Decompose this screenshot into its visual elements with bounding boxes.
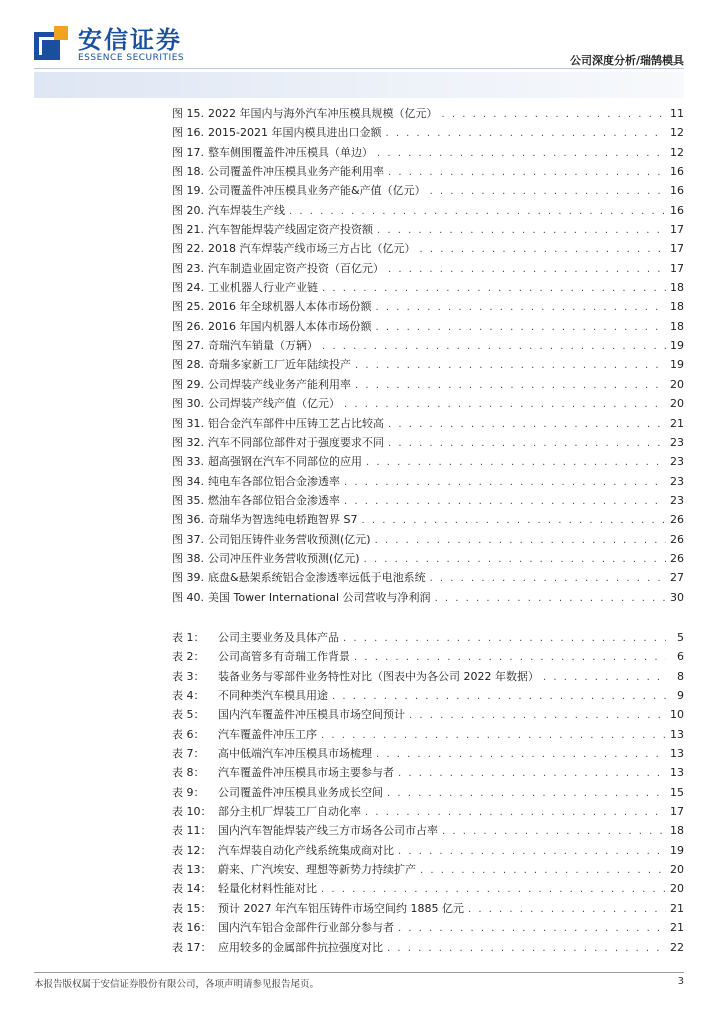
figure-entry-label: 图 37. xyxy=(172,532,204,546)
table-entry-label: 表 6： xyxy=(172,727,205,741)
table-entry-page: 21 xyxy=(670,921,684,935)
table-entry[interactable] xyxy=(172,899,684,918)
table-entry-page: 17 xyxy=(670,805,684,819)
figure-entry-page: 12 xyxy=(670,145,684,159)
figure-entry-title: 汽车不同部位部件对于强度要求不同 xyxy=(208,435,384,449)
figure-entry-title: 公司焊装产线业务产能利用率 xyxy=(208,377,351,391)
figure-entry-label: 图 18. xyxy=(172,165,204,179)
table-entry-label: 表 16： xyxy=(172,921,212,935)
figure-entry-title: 公司铝压铸件业务营收预测(亿元) xyxy=(208,532,371,546)
dot-leader xyxy=(387,939,666,958)
footer-disclaimer: 本报告版权属于安信证券股份有限公司，各项声明请参见报告尾页。 xyxy=(34,979,320,990)
figure-entry[interactable] xyxy=(172,375,684,394)
figure-entry-page: 18 xyxy=(670,319,684,333)
figure-entry[interactable] xyxy=(172,104,684,123)
dot-leader xyxy=(364,550,666,569)
table-entry-page: 22 xyxy=(670,940,684,954)
dot-leader xyxy=(398,919,666,938)
figure-entry-title: 2018 汽车焊装产线市场三方占比（亿元） xyxy=(208,242,416,256)
figure-entry-page: 18 xyxy=(670,281,684,295)
table-entry-label: 表 15： xyxy=(172,901,212,915)
table-entry-title: 国内汽车覆盖件冲压模具市场空间预计 xyxy=(218,708,405,722)
figure-entry[interactable] xyxy=(172,588,684,607)
figure-entry-title: 美国 Tower International 公司营收与净利润 xyxy=(208,590,431,604)
dot-leader xyxy=(322,279,666,298)
figure-entry-title: 奇瑞汽车销量（万辆） xyxy=(208,339,318,353)
table-entry[interactable] xyxy=(172,647,684,666)
figure-entry-page: 23 xyxy=(670,493,684,507)
figure-entry-label: 图 32. xyxy=(172,435,204,449)
dot-leader xyxy=(442,105,667,124)
dot-leader xyxy=(398,842,666,861)
figure-entry-label: 图 35. xyxy=(172,493,204,507)
figure-entry-page: 19 xyxy=(670,358,684,372)
table-entry-label: 表 2： xyxy=(172,650,205,664)
figure-entry[interactable] xyxy=(172,530,684,549)
figure-entry-page: 21 xyxy=(670,416,684,430)
dot-leader xyxy=(388,434,666,453)
logo-english-name: ESSENCE SECURITIES xyxy=(78,52,185,63)
dot-leader xyxy=(322,337,666,356)
figure-entry-label: 图 17. xyxy=(172,145,204,159)
dot-leader xyxy=(344,473,666,492)
figure-entry-title: 2022 年国内与海外汽车冲压模具规模（亿元） xyxy=(208,107,438,120)
dot-leader xyxy=(468,900,666,919)
dot-leader xyxy=(355,376,666,395)
table-entry-title: 应用较多的金属部件抗拉强度对比 xyxy=(218,940,383,954)
dot-leader xyxy=(388,260,666,279)
dot-leader xyxy=(376,745,666,764)
figure-entry-page: 16 xyxy=(670,184,684,198)
dot-leader xyxy=(430,569,666,588)
figure-entry[interactable] xyxy=(172,317,684,336)
dot-leader xyxy=(398,764,666,783)
figure-entry-label: 图 21. xyxy=(172,223,204,237)
table-entry-label: 表 13： xyxy=(172,863,212,877)
figure-entry[interactable] xyxy=(172,452,684,471)
figure-list xyxy=(172,104,684,607)
table-entry[interactable] xyxy=(172,938,684,957)
table-entry[interactable] xyxy=(172,918,684,937)
dot-leader xyxy=(377,144,666,163)
figure-entry[interactable] xyxy=(172,297,684,316)
figure-entry-label: 图 16. xyxy=(172,126,204,140)
table-entry[interactable] xyxy=(172,705,684,724)
dot-leader xyxy=(344,395,666,414)
figure-entry-label: 图 25. xyxy=(172,300,204,314)
figure-entry-page: 17 xyxy=(670,242,684,256)
table-entry-label: 表 5： xyxy=(172,708,205,722)
table-entry[interactable] xyxy=(172,860,684,879)
figure-entry-title: 奇瑞华为智选纯电轿跑智界 S7 xyxy=(208,513,358,527)
table-entry[interactable] xyxy=(172,763,684,782)
figure-entry-title: 公司焊装产线产值（亿元） xyxy=(208,397,340,411)
table-entry[interactable] xyxy=(172,725,684,744)
figure-entry[interactable] xyxy=(172,472,684,491)
figure-entry[interactable] xyxy=(172,143,684,162)
figure-entry[interactable] xyxy=(172,414,684,433)
figure-entry[interactable] xyxy=(172,355,684,374)
table-entry-label: 表 9： xyxy=(172,785,205,799)
table-entry-label: 表 3： xyxy=(172,669,205,683)
figure-entry-title: 汽车制造业固定资产投资（百亿元） xyxy=(208,261,384,275)
table-entry-title: 汽车覆盖件冲压工序 xyxy=(218,727,317,741)
table-entry[interactable] xyxy=(172,686,684,705)
figure-entry-page: 18 xyxy=(670,300,684,314)
table-entry-title: 国内汽车智能焊装产线三方市场各公司市占率 xyxy=(218,824,438,838)
table-entry-page: 8 xyxy=(677,669,684,683)
dot-leader xyxy=(289,202,666,221)
dot-leader xyxy=(376,318,667,337)
table-entry-page: 9 xyxy=(677,689,684,703)
table-entry[interactable] xyxy=(172,841,684,860)
table-entry[interactable] xyxy=(172,879,684,898)
figure-entry[interactable] xyxy=(172,201,684,220)
table-entry-page: 20 xyxy=(670,863,684,877)
dot-leader xyxy=(343,629,666,648)
table-entry-page: 13 xyxy=(670,747,684,761)
figure-entry[interactable] xyxy=(172,239,684,258)
table-entry-label: 表 12： xyxy=(172,843,212,857)
table-list xyxy=(172,628,684,957)
figure-entry-page: 16 xyxy=(670,203,684,217)
header-band xyxy=(34,72,684,98)
figure-entry-title: 工业机器人行业产业链 xyxy=(208,281,318,295)
table-entry-label: 表 14： xyxy=(172,882,212,896)
dot-leader xyxy=(385,124,666,143)
dot-leader xyxy=(430,182,666,201)
table-entry-title: 汽车覆盖件冲压模具市场主要参与者 xyxy=(218,766,394,780)
table-entry[interactable] xyxy=(172,628,684,647)
figure-entry-label: 图 31. xyxy=(172,416,204,430)
dot-leader xyxy=(409,706,666,725)
figure-entry[interactable] xyxy=(172,394,684,413)
figure-entry-label: 图 38. xyxy=(172,551,204,565)
figure-entry-page: 11 xyxy=(670,107,684,120)
figure-entry-title: 公司覆盖件冲压模具业务产能&产值（亿元） xyxy=(208,184,426,198)
footer-divider xyxy=(34,972,684,973)
dot-leader xyxy=(420,861,666,880)
figure-entry-label: 图 24. xyxy=(172,281,204,295)
report-tag: 公司深度分析/瑞鹄模具 xyxy=(569,54,684,67)
figure-entry-label: 图 36. xyxy=(172,513,204,527)
figure-entry-label: 图 15. xyxy=(172,107,204,120)
figure-entry[interactable] xyxy=(172,510,684,529)
table-entry-page: 5 xyxy=(677,631,684,644)
figure-entry-page: 23 xyxy=(670,435,684,449)
figure-entry-title: 2015-2021 年国内模具进出口金额 xyxy=(208,126,382,140)
table-entry-page: 19 xyxy=(670,843,684,857)
figure-entry-label: 图 33. xyxy=(172,455,204,469)
figure-entry-title: 燃油车各部位铝合金渗透率 xyxy=(208,493,340,507)
figure-entry-label: 图 40. xyxy=(172,590,204,604)
figure-entry-label: 图 26. xyxy=(172,319,204,333)
figure-entry-page: 12 xyxy=(670,126,684,140)
dot-leader xyxy=(376,298,667,317)
figure-entry-title: 2016 年全球机器人本体市场份额 xyxy=(208,300,372,314)
figure-entry-title: 公司冲压件业务营收预测(亿元) xyxy=(208,551,360,565)
figure-entry-page: 26 xyxy=(670,551,684,565)
table-entry-page: 21 xyxy=(670,901,684,915)
table-entry-title: 公司覆盖件冲压模具业务成长空间 xyxy=(218,785,383,799)
figure-entry-page: 26 xyxy=(670,532,684,546)
dot-leader xyxy=(355,356,666,375)
table-entry[interactable] xyxy=(172,667,684,686)
figure-entry-title: 公司覆盖件冲压模具业务产能利用率 xyxy=(208,165,384,179)
figure-entry-label: 图 27. xyxy=(172,339,204,353)
figure-entry-label: 图 34. xyxy=(172,474,204,488)
figure-entry-page: 23 xyxy=(670,455,684,469)
figure-entry-page: 17 xyxy=(670,261,684,275)
figure-entry-page: 16 xyxy=(670,165,684,179)
figure-entry-title: 汽车智能焊装产线固定资产投资额 xyxy=(208,223,373,237)
figure-entry[interactable] xyxy=(172,568,684,587)
figure-entry[interactable] xyxy=(172,181,684,200)
table-entry-page: 18 xyxy=(670,824,684,838)
dot-leader xyxy=(377,221,666,240)
table-entry[interactable] xyxy=(172,783,684,802)
table-entry-title: 公司高管多有奇瑞工作背景 xyxy=(218,650,350,664)
figure-entry-label: 图 39. xyxy=(172,571,204,585)
table-entry-title: 预计 2027 年汽车铝压铸件市场空间约 1885 亿元 xyxy=(218,901,464,915)
dot-leader xyxy=(388,163,666,182)
figure-entry-label: 图 29. xyxy=(172,377,204,391)
table-entry-title: 部分主机厂焊装工厂自动化率 xyxy=(218,805,361,819)
figure-entry-label: 图 22. xyxy=(172,242,204,256)
figure-entry-page: 17 xyxy=(670,223,684,237)
dot-leader xyxy=(365,803,666,822)
dot-leader xyxy=(442,822,666,841)
figure-entry[interactable] xyxy=(172,336,684,355)
table-entry-title: 汽车焊装自动化产线系统集成商对比 xyxy=(218,843,394,857)
table-entry-label: 表 17： xyxy=(172,940,212,954)
figure-entry-page: 26 xyxy=(670,513,684,527)
table-entry-label: 表 8： xyxy=(172,766,205,780)
figure-entry-label: 图 20. xyxy=(172,203,204,217)
company-logo xyxy=(34,26,184,64)
table-entry-page: 15 xyxy=(670,785,684,799)
figure-entry[interactable] xyxy=(172,278,684,297)
table-entry-label: 表 11： xyxy=(172,824,212,838)
table-entry-label: 表 1： xyxy=(172,631,205,644)
figure-entry-label: 图 23. xyxy=(172,261,204,275)
dot-leader xyxy=(375,531,666,550)
dot-leader xyxy=(420,240,667,259)
figure-entry-title: 奇瑞多家新工厂近年陆续投产 xyxy=(208,358,351,372)
figure-entry-title: 2016 年国内机器人本体市场份额 xyxy=(208,319,372,333)
figure-entry-title: 超高强钢在汽车不同部位的应用 xyxy=(208,455,362,469)
figure-entry-label: 图 28. xyxy=(172,358,204,372)
table-entry[interactable] xyxy=(172,802,684,821)
figure-entry[interactable] xyxy=(172,433,684,452)
table-entry-title: 高中低端汽车冲压模具市场梳理 xyxy=(218,747,372,761)
table-entry-title: 不同种类汽车模具用途 xyxy=(218,689,328,703)
table-entry-page: 10 xyxy=(670,708,684,722)
figure-entry-title: 底盘&悬架系统铝合金渗透率远低于电池系统 xyxy=(208,571,426,585)
figure-entry[interactable] xyxy=(172,549,684,568)
table-entry-label: 表 4： xyxy=(172,689,205,703)
figure-entry-title: 铝合金汽车部件中压铸工艺占比较高 xyxy=(208,416,384,430)
figure-entry-label: 图 30. xyxy=(172,397,204,411)
header-divider xyxy=(34,68,684,69)
table-entry-page: 13 xyxy=(670,727,684,741)
dot-leader xyxy=(387,784,666,803)
table-entry-label: 表 7： xyxy=(172,747,205,761)
figure-entry[interactable] xyxy=(172,162,684,181)
table-entry-page: 20 xyxy=(670,882,684,896)
figure-entry-label: 图 19. xyxy=(172,184,204,198)
logo-chinese-name: 安信证券 xyxy=(78,25,182,54)
dot-leader xyxy=(388,415,666,434)
dot-leader xyxy=(344,492,666,511)
dot-leader xyxy=(361,511,666,530)
figure-entry[interactable] xyxy=(172,220,684,239)
page-header xyxy=(0,0,724,100)
dot-leader xyxy=(321,880,666,899)
page-number: 3 xyxy=(677,976,684,987)
figure-entry-title: 纯电车各部位铝合金渗透率 xyxy=(208,474,340,488)
table-entry-title: 公司主要业务及具体产品 xyxy=(218,631,339,644)
figure-entry-page: 23 xyxy=(670,474,684,488)
table-entry-title: 装备业务与零部件业务特性对比（图表中为各公司 2022 年数据） xyxy=(218,669,539,683)
dot-leader xyxy=(366,453,666,472)
table-entry-title: 国内汽车铝合金部件行业部分参与者 xyxy=(218,921,394,935)
figure-entry-page: 30 xyxy=(670,590,684,604)
table-entry[interactable] xyxy=(172,744,684,763)
table-entry-page: 6 xyxy=(677,650,684,664)
figure-entry[interactable] xyxy=(172,259,684,278)
table-entry-label: 表 10： xyxy=(172,805,212,819)
figure-entry[interactable] xyxy=(172,123,684,142)
figure-entry-page: 27 xyxy=(670,571,684,585)
logo-mark-icon xyxy=(34,26,72,64)
table-entry-page: 13 xyxy=(670,766,684,780)
figure-entry-page: 19 xyxy=(670,339,684,353)
table-entry-title: 蔚来、广汽埃安、理想等新势力持续扩产 xyxy=(218,863,416,877)
table-entry[interactable] xyxy=(172,821,684,840)
figure-entry-title: 汽车焊装生产线 xyxy=(208,203,285,217)
dot-leader xyxy=(543,668,666,687)
figure-entry-title: 整车侧围覆盖件冲压模具（单边） xyxy=(208,145,373,159)
table-entry-title: 轻量化材料性能对比 xyxy=(218,882,317,896)
dot-leader xyxy=(354,648,666,667)
dot-leader xyxy=(321,726,666,745)
dot-leader xyxy=(332,687,666,706)
dot-leader xyxy=(435,589,666,608)
figure-entry-page: 20 xyxy=(670,377,684,391)
figure-entry-page: 20 xyxy=(670,397,684,411)
figure-entry[interactable] xyxy=(172,491,684,510)
